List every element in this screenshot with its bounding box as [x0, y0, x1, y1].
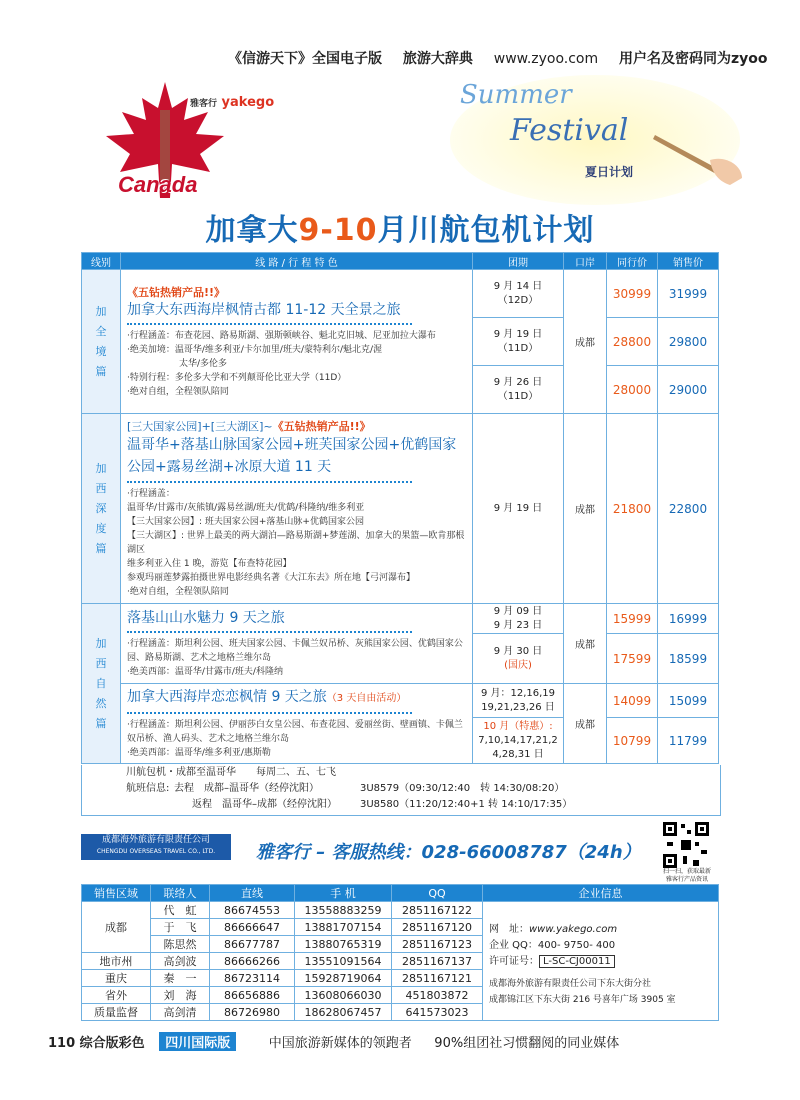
page-number: 110 综合版彩色 [48, 1036, 145, 1051]
table-row: 地市州 高剑波 86666266 13551091564 2851167137 [82, 953, 719, 970]
page-footer [48, 1032, 619, 1051]
table-row: 重庆 秦 一 86723114 15928719064 2851167121 [82, 970, 719, 987]
site-link[interactable]: www.zyoo.com [493, 51, 599, 67]
col-peer-price: 同行价 [607, 253, 658, 270]
table-row: 于 飞 86666647 13881707154 2851167120 [82, 919, 719, 936]
col-sale-price: 销售价 [658, 253, 719, 270]
festival-word: Festival [510, 113, 629, 148]
table-row: 9 月 30 日 (国庆) 17599 18599 [82, 634, 719, 684]
table-row: 加西深度篇 [三大国家公园]+[三大湖区]~《五钻热销产品!!》 温哥华+落基山脉国家公园+班芙国家公园+优鹤国家公园+露易丝湖+冰原大道 11 天 ·行程涵盖： 温哥华/甘露市/灰熊镇/露易丝湖/班夫/优鹤/科隆纳/维多利亚 【三大国家公园】: 班夫国家公园+落基山脉+优鹤国家公园 【三大湖区】: 世界上最美的两大湖泊—路易斯湖+梦莲湖、加拿大的果篮—欧肯那根湖区 维多利亚入住 1 晚，游览【布查特花园】 参观玛丽莲梦露拍摄世界电影经典名著《大江东去》所在地【弓河瀑布】 ·绝对自组，全程领队陪同 9 月 19 日 成都 21800 22800 [82, 414, 719, 604]
company-logo: 成都海外旅游有限责任公司 CHENGDU OVERSEAS TRAVEL CO., LTD. [81, 834, 231, 860]
route-cell: 加拿大西海岸恋恋枫情 9 天之旅（3 天自由活动） ·行程涵盖：斯坦利公园、伊丽莎白女皇公园、布查花园、爱丽丝街、壁画镇、卡佩兰奴吊桥、渔人码头、艺术之地格兰维尔岛 ·绝美西部：温哥华/维多利亚/惠斯勒 [121, 684, 473, 764]
qr-code-icon[interactable] [661, 820, 711, 870]
table-header-row: 销售区域 联络人 直线 手 机 QQ 企业信息 [82, 885, 719, 902]
itinerary-table [81, 252, 719, 764]
slogan-1: 中国旅游新媒体的领跑者 [268, 1036, 412, 1051]
brand-logo: 雅客行 yakego [190, 95, 275, 110]
login-note: 用户名及密码同为zyoo [619, 51, 768, 67]
table-row: 加拿大西海岸恋恋枫情 9 天之旅（3 天自由活动） ·行程涵盖：斯坦利公园、伊丽莎白女皇公园、布查花园、爱丽丝街、壁画镇、卡佩兰奴吊桥、渔人码头、艺术之地格兰维尔岛 ·绝美西部：温哥华/维多利亚/惠斯勒 9 月：12,16,19 19,21,23,26 日 成都 14099 15099 [82, 684, 719, 718]
flight-info: 川航包机・成都至温哥华 每周二、五、七飞 航班信息: 去程 成都–温哥华（经停沈阳） 3U8579（09:30/12:40 转 14:30/08:20） 返程 温哥华–成都（经停沈阳） 3U8580（11:20/12:40+1 转 14:10/17:35） [81, 765, 721, 816]
category-cell: 加西自然篇 [82, 604, 121, 764]
route-cell: 落基山山水魅力 9 天之旅 ·行程涵盖：斯坦利公园、班夫国家公园、卡佩兰奴吊桥、灰熊国家公园、优鹤国家公园、路易斯湖、艺术之地格兰维尔岛 ·绝美西部：温哥华/甘露市/班夫/科隆纳 [121, 604, 473, 684]
table-header-row [82, 253, 719, 270]
table-row: 10 月（特惠）: 7,10,14,17,21,2 4,28,31 日 10799 11799 [82, 718, 719, 764]
edition-badge: 四川国际版 [159, 1032, 236, 1051]
flight-label: 航班信息: [126, 783, 170, 794]
table-row: 加西自然篇 落基山山水魅力 9 天之旅 ·行程涵盖：斯坦利公园、班夫国家公园、卡佩兰奴吊桥、灰熊国家公园、优鹤国家公园、路易斯湖、艺术之地格兰维尔岛 ·绝美西部：温哥华/甘露市/班夫/科隆纳 9 月 09 日 9 月 23 日 成都 15999 16999 [82, 604, 719, 634]
company-info: 网 址：www.yakego.com 企业 QQ：400- 9750- 400 许可证号： L-SC-CJ00011 成都海外旅游有限责任公司下东大街分社 成都锦江区下东大街 216 号喜年广场 3905 室 [483, 902, 719, 1021]
route-cell: 《五钻热销产品!!》 加拿大东西海岸枫情古都 11-12 天全景之旅 ·行程涵盖：布查花园、路易斯湖、强斯顿峡谷、魁北克旧城、尼亚加拉大瀑布 ·绝美加境：温哥华/维多利亚/卡尔加里/班夫/蒙特利尔/魁北克/渥 太华/多伦多 ·特别行程：多伦多大学和不列颠哥伦比亚大学（11D） ·绝对自组，全程领队陪同 [121, 270, 473, 414]
summer-subtitle: 夏日计划 [585, 165, 634, 179]
pen-hand-icon [650, 130, 745, 185]
magazine-name: 《信游天下》全国电子版 [228, 51, 382, 67]
col-route: 线 路 / 行 程 特 色 [121, 253, 473, 270]
table-row: 陈思然 86677787 13880765319 2851167123 [82, 936, 719, 953]
table-row: 质量监督 高剑清 86726980 18628067457 641573023 [82, 1004, 719, 1021]
summer-word: Summer [460, 80, 572, 110]
top-banner [228, 48, 784, 68]
col-date: 团期 [473, 253, 564, 270]
table-row: 9 月 19 日 （11D） 28800 29800 [82, 318, 719, 366]
table-row: 省外 刘 海 86656886 13608066030 451803872 [82, 987, 719, 1004]
category-cell: 加西深度篇 [82, 414, 121, 604]
contacts-table [81, 884, 719, 1021]
table-row: 9 月 26 日 （11D） 28000 29000 [82, 366, 719, 414]
hotline-text: 雅客行 – 客服热线：028-66008787（24h） [256, 842, 641, 863]
col-port: 口岸 [564, 253, 607, 270]
table-row: 成都 代 虹 86674553 13558883259 2851167122 网 址：www.yakego.com 企业 QQ：400- 9750- 400 许可证号： L-SC-CJ00011 成都海外旅游有限责任公司下东大街分社 成都锦江区下东大街 216 号喜年广场 3905 室 [82, 902, 719, 919]
col-line: 线别 [82, 253, 121, 270]
hotline-bar [81, 820, 719, 883]
slogan-2: 90%组团社习惯翻阅的同业媒体 [434, 1036, 620, 1051]
page-title: 加拿大9-10月川航包机计划 [205, 213, 595, 248]
hero-banner [80, 75, 720, 250]
qr-caption: 扫一扫，获取最新 雅客行产品资讯 [662, 868, 711, 883]
flight-schedule: 川航包机・成都至温哥华 每周二、五、七飞 [126, 767, 336, 778]
category-cell: 加全境篇 [82, 270, 121, 414]
route-cell: [三大国家公园]+[三大湖区]~《五钻热销产品!!》 温哥华+落基山脉国家公园+班芙国家公园+优鹤国家公园+露易丝湖+冰原大道 11 天 ·行程涵盖： 温哥华/甘露市/灰熊镇/露易丝湖/班夫/优鹤/科隆纳/维多利亚 【三大国家公园】: 班夫国家公园+落基山脉+优鹤国家公园 【三大湖区】: 世界上最美的两大湖泊—路易斯湖+梦莲湖、加拿大的果篮—欧肯那根湖区 维多利亚入住 1 晚，游览【布查特花园】 参观玛丽莲梦露拍摄世界电影经典名著《大江东去》所在地【弓河瀑布】 ·绝对自组，全程领队陪同 [121, 414, 473, 604]
table-row: 加全境篇 《五钻热销产品!!》 加拿大东西海岸枫情古都 11-12 天全景之旅 ·行程涵盖：布查花园、路易斯湖、强斯顿峡谷、魁北克旧城、尼亚加拉大瀑布 ·绝美加境：温哥华/维多利亚/卡尔加里/班夫/蒙特利尔/魁北克/渥 太华/多伦多 ·特别行程：多伦多大学和不列颠哥伦比亚大学（11D） ·绝对自组，全程领队陪同 9 月 14 日 （12D） 成都 30999 31999 [82, 270, 719, 318]
dictionary-label: 旅游大辞典 [402, 51, 473, 67]
canada-label: Canada [118, 172, 198, 197]
